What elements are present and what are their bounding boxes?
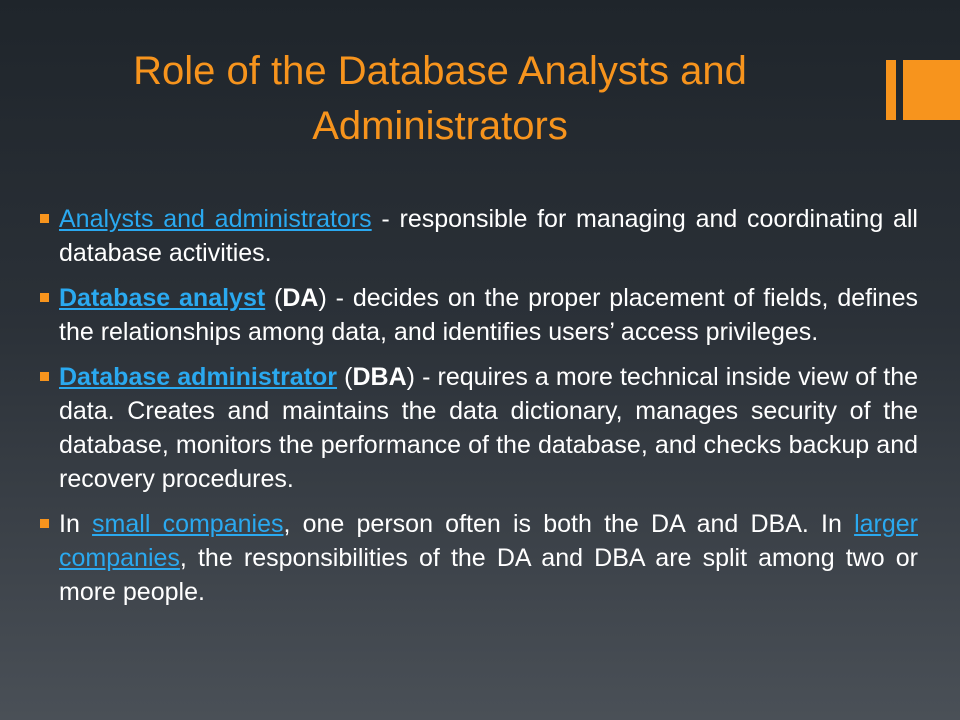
decorative-block [903, 60, 960, 120]
bullet-paren: ( [337, 363, 353, 391]
title-line-1: Role of the Database Analysts and [133, 49, 747, 93]
decorative-bar [886, 60, 896, 120]
bullet-list [40, 202, 918, 620]
bullet-item [40, 202, 918, 270]
bullet-text: - responsible for managing and coordinating all database activities. [59, 205, 918, 267]
bullet-abbr: DA [282, 284, 319, 312]
title-line-2: Administrators [312, 104, 568, 148]
bullet-text: ) - decides on the proper placement of fields, defines the relationships among data, and identifies users’ access privileges. [59, 284, 918, 346]
link-database-analyst[interactable]: Database analyst [59, 284, 266, 312]
slide-title [40, 44, 840, 154]
square-bullet-icon [40, 214, 49, 223]
square-bullet-icon [40, 293, 49, 302]
bullet-text: , the responsibilities of the DA and DBA are split among two or more people. [59, 544, 918, 606]
bullet-paren: ( [265, 284, 283, 312]
bullet-item [40, 507, 918, 609]
square-bullet-icon [40, 519, 49, 528]
bullet-abbr: DBA [352, 363, 407, 391]
square-bullet-icon [40, 372, 49, 381]
bullet-text: ) - requires a more technical inside view of the data. Creates and maintains the data dictionary, manages security of the database, monitors the performance of the database, and checks backup and recovery procedures. [59, 363, 918, 493]
link-larger-companies[interactable]: larger companies [59, 510, 918, 572]
link-analysts-administrators[interactable]: Analysts and administrators [59, 205, 372, 233]
bullet-item [40, 360, 918, 496]
bullet-item [40, 281, 918, 349]
bullet-text: In [59, 510, 93, 538]
link-database-administrator[interactable]: Database administrator [59, 363, 338, 391]
bullet-text: , one person often is both the DA and DBA. In [283, 510, 855, 538]
link-small-companies[interactable]: small companies [92, 510, 284, 538]
